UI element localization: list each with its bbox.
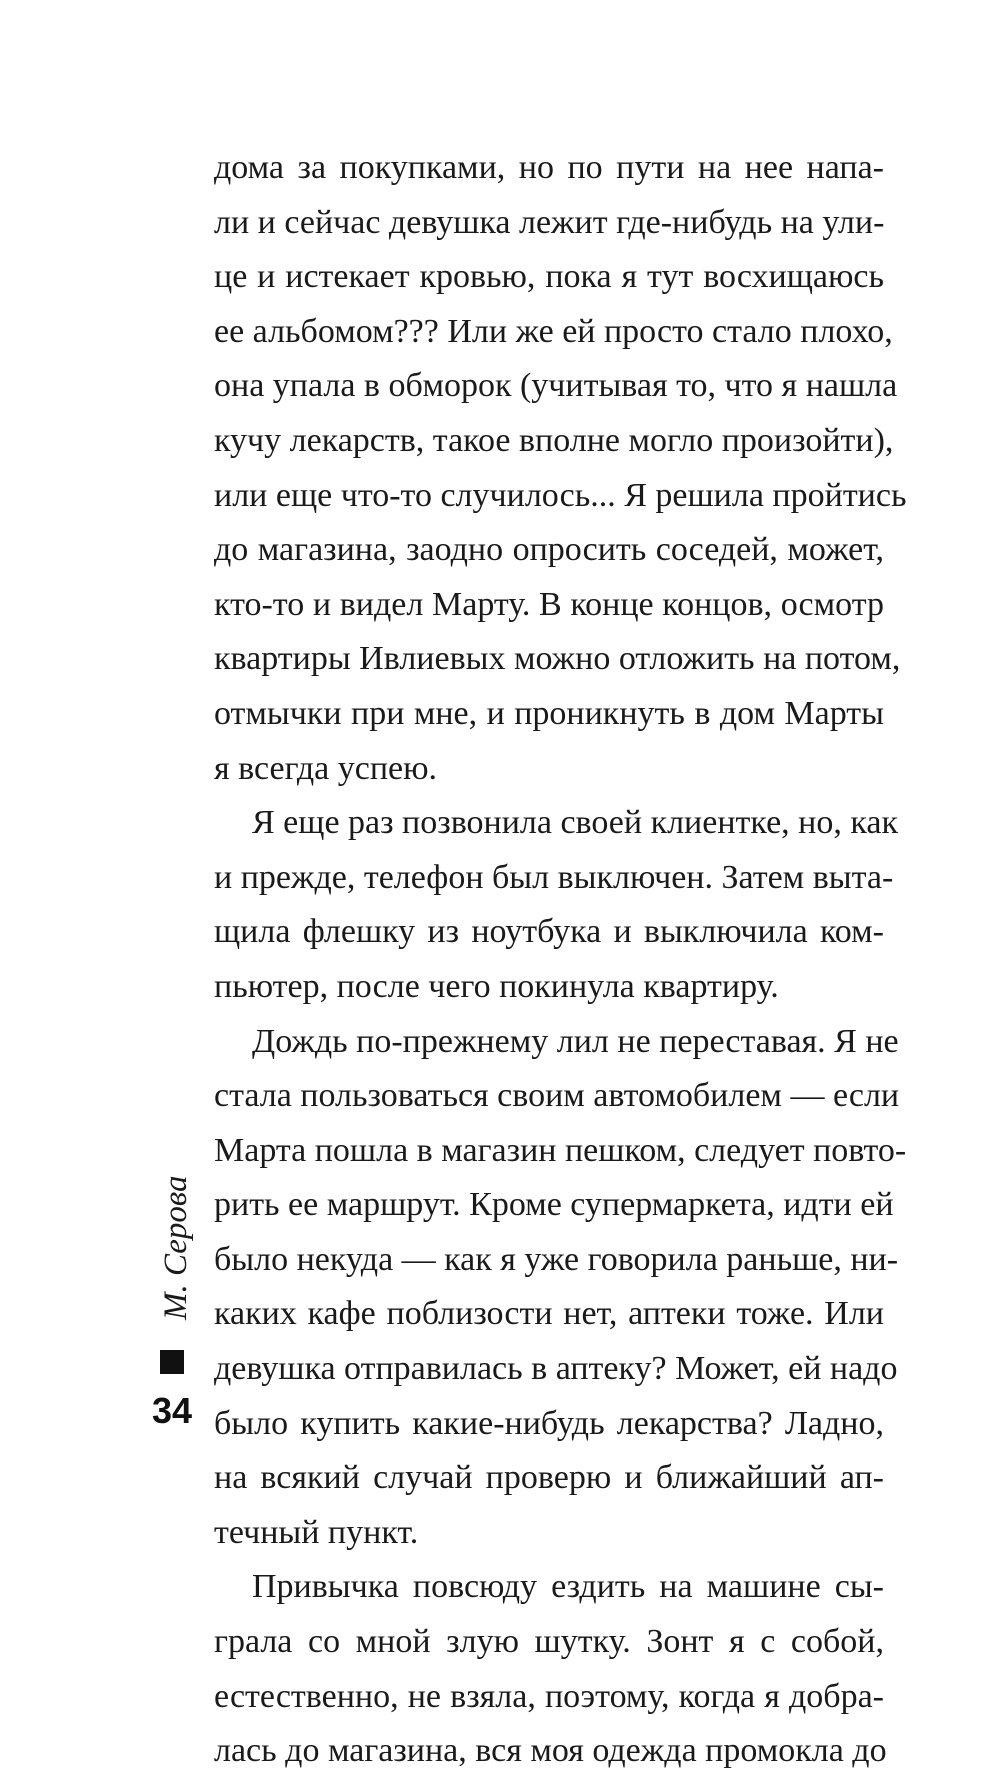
text-line: каких кафе поблизости нет, аптеки тоже. Или	[214, 1295, 884, 1333]
text-line: было купить какие-нибудь лекарства? Ладно,	[214, 1404, 884, 1442]
text-line: кучу лекарств, такое вполне могло произойти),	[214, 421, 894, 459]
text-line: кто-то и видел Марту. В конце концов, осмотр	[214, 585, 884, 623]
text-line: рить ее маршрут. Кроме супермаркета, идти ей	[214, 1186, 894, 1224]
body-text	[214, 141, 907, 1779]
text-line: грала со мной злую шутку. Зонт я с собой,	[214, 1623, 884, 1661]
text-line: ли и сейчас девушка лежит где-нибудь на ули-	[214, 203, 885, 241]
text-line: ее альбомом??? Или же ей просто стало плохо,	[214, 312, 893, 350]
text-line: щила флешку из ноутбука и выключила ком-	[214, 913, 884, 951]
text-line: или еще что-то случилось... Я решила пройтись	[214, 476, 907, 514]
text-line: течный пункт.	[214, 1513, 419, 1551]
text-line: я всегда успею.	[214, 749, 438, 787]
text-line: отмычки при мне, и проникнуть в дом Марты	[214, 694, 884, 732]
text-line: це и истекает кровью, пока я тут восхищаюсь	[214, 258, 884, 296]
running-head-square-marker	[160, 1350, 184, 1374]
text-line: она упала в обморок (учитывая то, что я нашла	[214, 367, 898, 405]
running-head-author: М. Серова	[158, 1175, 194, 1320]
text-line: на всякий случай проверю и ближайший ап-	[214, 1459, 884, 1497]
text-line: пьютер, после чего покинула квартиру.	[214, 967, 779, 1005]
text-line: и прежде, телефон был выключен. Затем выта-	[214, 858, 894, 896]
paragraph-first-line: Я еще раз позвонила своей клиентке, но, как	[252, 804, 898, 842]
paragraph-first-line: Привычка повсюду ездить на машине сы-	[252, 1568, 884, 1606]
text-line: Марта пошла в магазин пешком, следует повто-	[214, 1131, 907, 1169]
text-line: девушка отправилась в аптеку? Может, ей надо	[214, 1350, 898, 1388]
text-line: естественно, не взяла, поэтому, когда я добра-	[214, 1677, 884, 1715]
text-line: квартиры Ивлиевых можно отложить на потом,	[214, 640, 901, 678]
text-line: дома за покупками, но по пути на нее напа-	[214, 149, 884, 186]
text-line: лась до магазина, вся моя одежда промокла до	[214, 1732, 887, 1770]
text-line: было некуда — как я уже говорила раньше, ни-	[214, 1240, 899, 1278]
page-number: 34	[152, 1390, 193, 1431]
text-line: до магазина, заодно опросить соседей, может,	[214, 531, 884, 569]
paragraph-first-line: Дождь по-прежнему лил не переставая. Я не	[252, 1022, 899, 1060]
text-line: стала пользоваться своим автомобилем — если	[214, 1077, 900, 1115]
